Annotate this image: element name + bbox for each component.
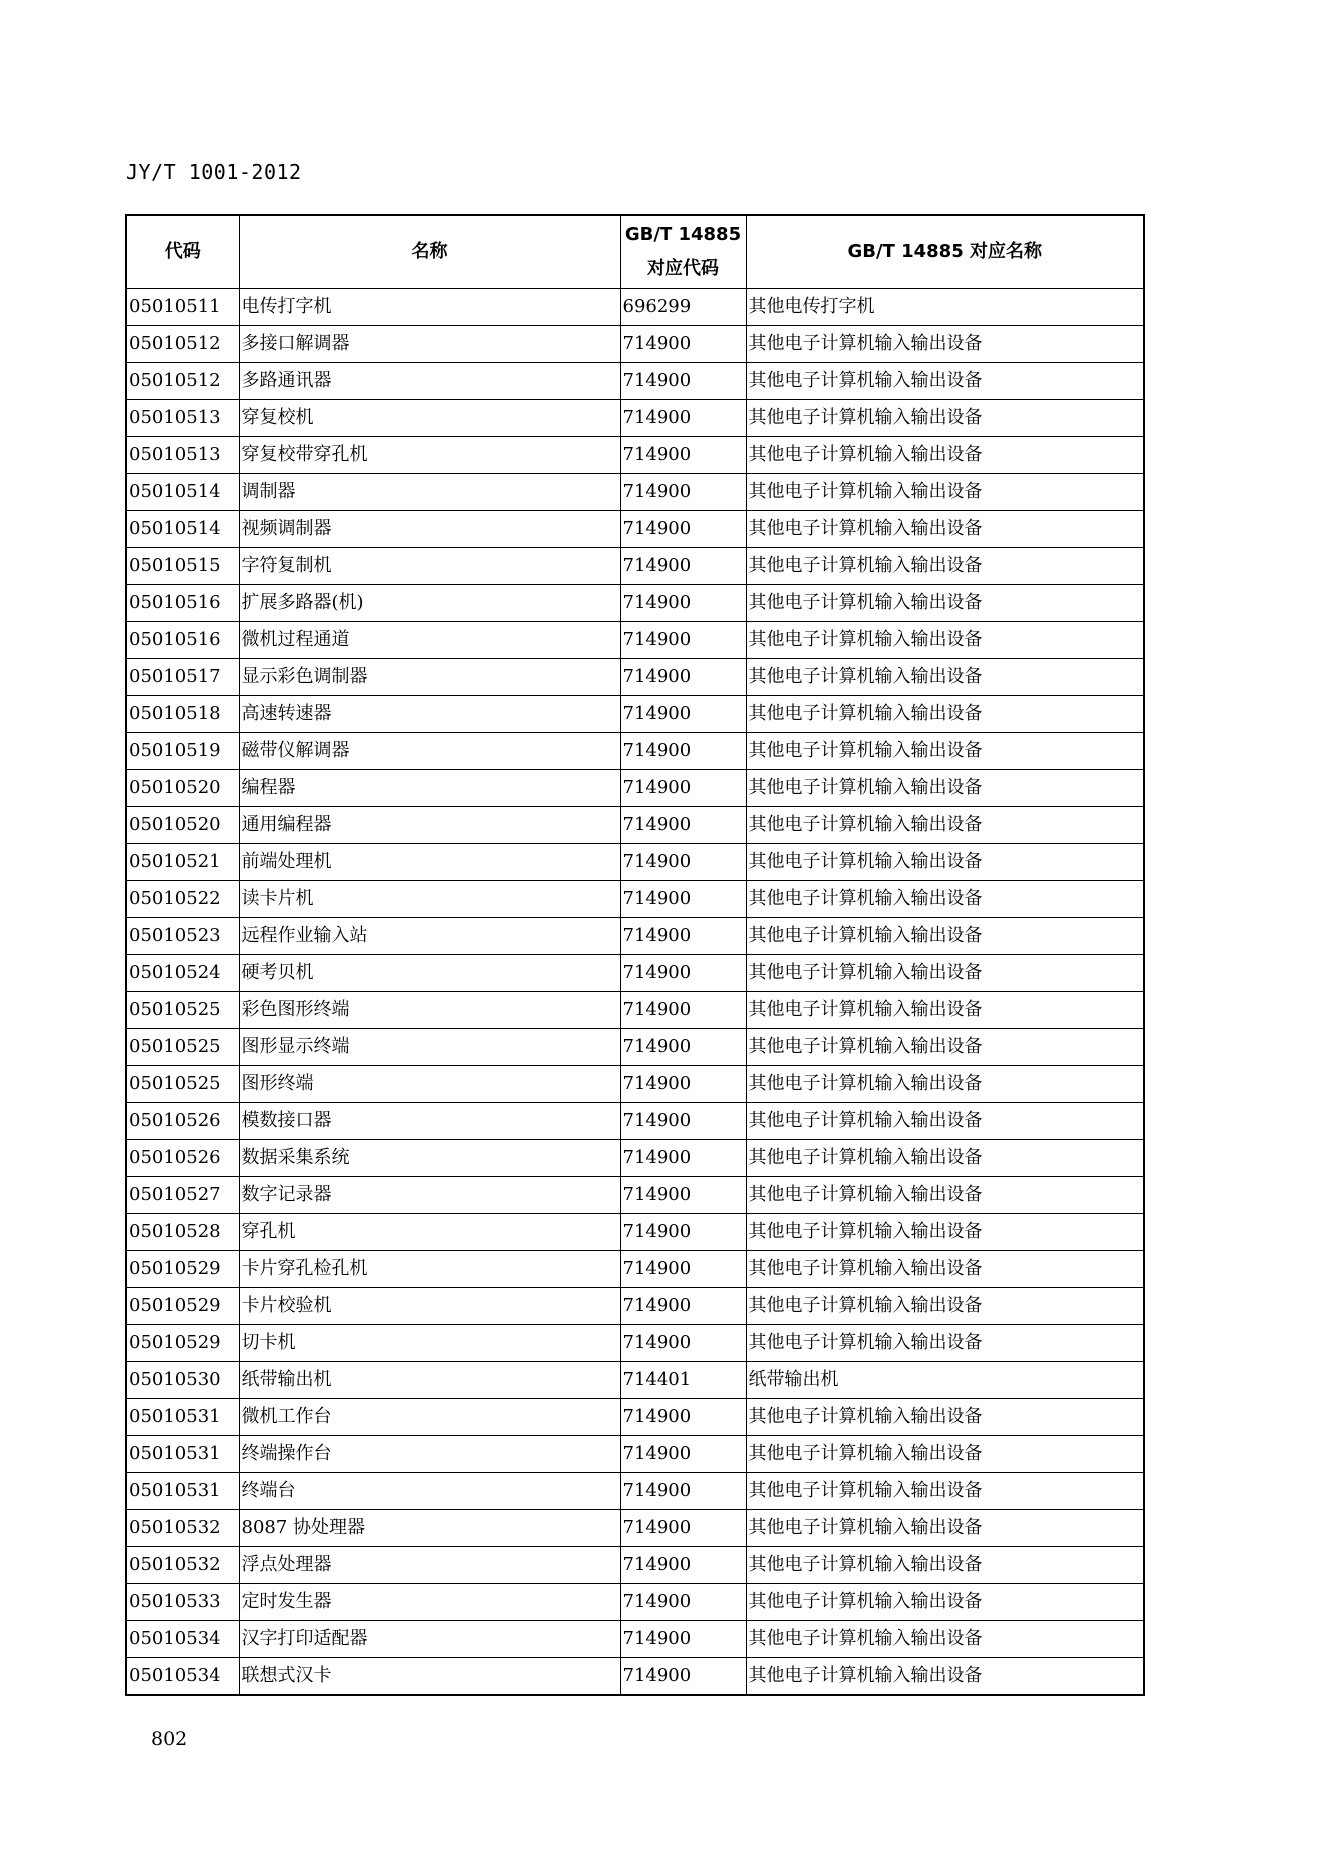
cell-code: 05010512 [126, 363, 239, 400]
cell-name: 多接口解调器 [239, 326, 620, 363]
cell-gb-name: 其他电子计算机输入输出设备 [746, 548, 1144, 585]
cell-code: 05010525 [126, 992, 239, 1029]
cell-code: 05010520 [126, 807, 239, 844]
cell-code: 05010514 [126, 511, 239, 548]
cell-gb-name: 其他电子计算机输入输出设备 [746, 1584, 1144, 1621]
table-row [126, 585, 1144, 622]
cell-code: 05010529 [126, 1288, 239, 1325]
table-row [126, 807, 1144, 844]
table-row [126, 437, 1144, 474]
cell-code: 05010528 [126, 1214, 239, 1251]
cell-gb-code: 714900 [620, 918, 746, 955]
table-row [126, 1029, 1144, 1066]
cell-gb-code: 714900 [620, 1214, 746, 1251]
cell-code: 05010529 [126, 1325, 239, 1362]
cell-code: 05010515 [126, 548, 239, 585]
cell-name: 定时发生器 [239, 1584, 620, 1621]
cell-gb-name: 纸带输出机 [746, 1362, 1144, 1399]
cell-code: 05010525 [126, 1029, 239, 1066]
cell-gb-name: 其他电子计算机输入输出设备 [746, 1177, 1144, 1214]
cell-gb-name: 其他电子计算机输入输出设备 [746, 400, 1144, 437]
cell-gb-code: 696299 [620, 289, 746, 326]
cell-name: 卡片校验机 [239, 1288, 620, 1325]
cell-gb-code: 714900 [620, 1399, 746, 1436]
cell-name: 硬考贝机 [239, 955, 620, 992]
column-header-gb-name [746, 215, 1144, 289]
table-row [126, 1066, 1144, 1103]
cell-name: 图形显示终端 [239, 1029, 620, 1066]
table-row [126, 1473, 1144, 1510]
cell-code: 05010516 [126, 585, 239, 622]
table-row [126, 1621, 1144, 1658]
cell-gb-code: 714900 [620, 1251, 746, 1288]
cell-gb-name: 其他电子计算机输入输出设备 [746, 1621, 1144, 1658]
cell-gb-code: 714900 [620, 363, 746, 400]
cell-gb-code: 714900 [620, 807, 746, 844]
cell-gb-name: 其他电子计算机输入输出设备 [746, 918, 1144, 955]
cell-gb-name: 其他电子计算机输入输出设备 [746, 363, 1144, 400]
cell-name: 微机工作台 [239, 1399, 620, 1436]
cell-gb-code: 714900 [620, 1140, 746, 1177]
cell-gb-name: 其他电子计算机输入输出设备 [746, 992, 1144, 1029]
column-header-code [126, 215, 239, 289]
cell-code: 05010529 [126, 1251, 239, 1288]
cell-gb-name: 其他电子计算机输入输出设备 [746, 1399, 1144, 1436]
cell-gb-code: 714900 [620, 437, 746, 474]
column-header-line: GB/T 14885 对应名称 [847, 241, 1042, 262]
table-row [126, 548, 1144, 585]
cell-code: 05010525 [126, 1066, 239, 1103]
cell-name: 数字记录器 [239, 1177, 620, 1214]
cell-code: 05010534 [126, 1621, 239, 1658]
table-row [126, 1103, 1144, 1140]
cell-name: 电传打字机 [239, 289, 620, 326]
cell-name: 穿复校机 [239, 400, 620, 437]
table-row [126, 992, 1144, 1029]
cell-gb-code: 714900 [620, 844, 746, 881]
cell-code: 05010513 [126, 437, 239, 474]
cell-code: 05010531 [126, 1436, 239, 1473]
table-row [126, 733, 1144, 770]
cell-gb-code: 714900 [620, 474, 746, 511]
cell-gb-name: 其他电子计算机输入输出设备 [746, 1140, 1144, 1177]
cell-name: 终端台 [239, 1473, 620, 1510]
table-row [126, 1288, 1144, 1325]
table-header-row [126, 215, 1144, 289]
cell-gb-code: 714900 [620, 1177, 746, 1214]
column-header-name [239, 215, 620, 289]
table-row [126, 474, 1144, 511]
column-header-line: 代码 [164, 241, 201, 262]
cell-gb-name: 其他电子计算机输入输出设备 [746, 1214, 1144, 1251]
table-row [126, 289, 1144, 326]
cell-name: 纸带输出机 [239, 1362, 620, 1399]
cell-gb-name: 其他电子计算机输入输出设备 [746, 585, 1144, 622]
cell-gb-code: 714900 [620, 326, 746, 363]
cell-name: 微机过程通道 [239, 622, 620, 659]
cell-name: 磁带仪解调器 [239, 733, 620, 770]
cell-gb-name: 其他电子计算机输入输出设备 [746, 1103, 1144, 1140]
cell-gb-code: 714900 [620, 1325, 746, 1362]
cell-code: 05010511 [126, 289, 239, 326]
cell-gb-code: 714900 [620, 400, 746, 437]
cell-gb-name: 其他电子计算机输入输出设备 [746, 1029, 1144, 1066]
cell-gb-name: 其他电子计算机输入输出设备 [746, 1251, 1144, 1288]
cell-gb-code: 714900 [620, 1584, 746, 1621]
cell-code: 05010530 [126, 1362, 239, 1399]
cell-name: 模数接口器 [239, 1103, 620, 1140]
cell-gb-code: 714900 [620, 1288, 746, 1325]
cell-code: 05010526 [126, 1140, 239, 1177]
cell-gb-code: 714900 [620, 955, 746, 992]
cell-name: 浮点处理器 [239, 1547, 620, 1584]
standard-code-header: JY/T 1001-2012 [126, 160, 302, 184]
table-row [126, 363, 1144, 400]
cell-code: 05010532 [126, 1547, 239, 1584]
table-row [126, 1325, 1144, 1362]
cell-code: 05010518 [126, 696, 239, 733]
cell-name: 终端操作台 [239, 1436, 620, 1473]
cell-gb-code: 714900 [620, 1658, 746, 1696]
cell-gb-code: 714900 [620, 992, 746, 1029]
table-row [126, 1547, 1144, 1584]
table-row [126, 696, 1144, 733]
cell-code: 05010526 [126, 1103, 239, 1140]
cell-name: 穿复校带穿孔机 [239, 437, 620, 474]
cell-gb-code: 714900 [620, 1473, 746, 1510]
cell-gb-code: 714900 [620, 1510, 746, 1547]
table-row [126, 1510, 1144, 1547]
cell-gb-name: 其他电子计算机输入输出设备 [746, 770, 1144, 807]
cell-gb-code: 714900 [620, 770, 746, 807]
cell-name: 彩色图形终端 [239, 992, 620, 1029]
cell-code: 05010523 [126, 918, 239, 955]
cell-gb-code: 714900 [620, 881, 746, 918]
cell-gb-name: 其他电子计算机输入输出设备 [746, 1473, 1144, 1510]
cell-gb-name: 其他电子计算机输入输出设备 [746, 622, 1144, 659]
cell-gb-name: 其他电子计算机输入输出设备 [746, 474, 1144, 511]
cell-code: 05010522 [126, 881, 239, 918]
cell-gb-code: 714900 [620, 511, 746, 548]
cell-code: 05010532 [126, 1510, 239, 1547]
cell-code: 05010533 [126, 1584, 239, 1621]
cell-gb-name: 其他电子计算机输入输出设备 [746, 659, 1144, 696]
cell-gb-code: 714900 [620, 1547, 746, 1584]
cell-code: 05010513 [126, 400, 239, 437]
cell-code: 05010534 [126, 1658, 239, 1696]
cell-name: 编程器 [239, 770, 620, 807]
table-row [126, 955, 1144, 992]
cell-gb-name: 其他电子计算机输入输出设备 [746, 1288, 1144, 1325]
table-body [126, 289, 1144, 1696]
cell-gb-code: 714900 [620, 548, 746, 585]
cell-gb-name: 其他电子计算机输入输出设备 [746, 881, 1144, 918]
table-row [126, 1140, 1144, 1177]
cell-code: 05010517 [126, 659, 239, 696]
cell-gb-name: 其他电子计算机输入输出设备 [746, 1066, 1144, 1103]
cell-name: 前端处理机 [239, 844, 620, 881]
table-row [126, 844, 1144, 881]
table-row [126, 1362, 1144, 1399]
cell-gb-name: 其他电子计算机输入输出设备 [746, 955, 1144, 992]
column-header-line: GB/T 14885 [624, 224, 742, 245]
cell-gb-code: 714900 [620, 1103, 746, 1140]
table-row [126, 622, 1144, 659]
cell-name: 汉字打印适配器 [239, 1621, 620, 1658]
cell-name: 视频调制器 [239, 511, 620, 548]
cell-gb-name: 其他电子计算机输入输出设备 [746, 807, 1144, 844]
cell-name: 联想式汉卡 [239, 1658, 620, 1696]
cell-code: 05010531 [126, 1473, 239, 1510]
cell-code: 05010516 [126, 622, 239, 659]
cell-gb-code: 714900 [620, 1029, 746, 1066]
table-row [126, 1658, 1144, 1696]
cell-gb-name: 其他电子计算机输入输出设备 [746, 437, 1144, 474]
cell-gb-code: 714401 [620, 1362, 746, 1399]
cell-name: 穿孔机 [239, 1214, 620, 1251]
cell-gb-code: 714900 [620, 622, 746, 659]
cell-name: 切卡机 [239, 1325, 620, 1362]
code-mapping-table [125, 214, 1145, 1696]
cell-gb-name: 其他电传打字机 [746, 289, 1144, 326]
cell-name: 通用编程器 [239, 807, 620, 844]
cell-name: 远程作业输入站 [239, 918, 620, 955]
cell-gb-code: 714900 [620, 1621, 746, 1658]
cell-code: 05010527 [126, 1177, 239, 1214]
cell-gb-code: 714900 [620, 585, 746, 622]
table-row [126, 1251, 1144, 1288]
table-row [126, 511, 1144, 548]
column-header-gb-code [620, 215, 746, 289]
column-header-line: 名称 [411, 241, 448, 262]
cell-name: 数据采集系统 [239, 1140, 620, 1177]
cell-gb-name: 其他电子计算机输入输出设备 [746, 1547, 1144, 1584]
table-row [126, 918, 1144, 955]
cell-code: 05010519 [126, 733, 239, 770]
cell-name: 字符复制机 [239, 548, 620, 585]
cell-gb-name: 其他电子计算机输入输出设备 [746, 1436, 1144, 1473]
cell-code: 05010520 [126, 770, 239, 807]
cell-gb-name: 其他电子计算机输入输出设备 [746, 696, 1144, 733]
cell-name: 多路通讯器 [239, 363, 620, 400]
cell-name: 扩展多路器(机) [239, 585, 620, 622]
table-row [126, 881, 1144, 918]
cell-code: 05010524 [126, 955, 239, 992]
cell-code: 05010531 [126, 1399, 239, 1436]
cell-name: 高速转速器 [239, 696, 620, 733]
cell-gb-name: 其他电子计算机输入输出设备 [746, 1510, 1144, 1547]
cell-gb-code: 714900 [620, 659, 746, 696]
cell-name: 卡片穿孔检孔机 [239, 1251, 620, 1288]
cell-gb-name: 其他电子计算机输入输出设备 [746, 733, 1144, 770]
cell-code: 05010521 [126, 844, 239, 881]
cell-gb-code: 714900 [620, 1436, 746, 1473]
cell-gb-name: 其他电子计算机输入输出设备 [746, 326, 1144, 363]
table-row [126, 1436, 1144, 1473]
cell-gb-code: 714900 [620, 696, 746, 733]
table-row [126, 1214, 1144, 1251]
table-row [126, 1399, 1144, 1436]
table-row [126, 1177, 1144, 1214]
column-header-line: 对应代码 [647, 258, 719, 279]
cell-gb-code: 714900 [620, 1066, 746, 1103]
cell-name: 调制器 [239, 474, 620, 511]
table-row [126, 326, 1144, 363]
cell-gb-name: 其他电子计算机输入输出设备 [746, 844, 1144, 881]
table-row [126, 659, 1144, 696]
table-row [126, 1584, 1144, 1621]
cell-gb-name: 其他电子计算机输入输出设备 [746, 511, 1144, 548]
cell-name: 显示彩色调制器 [239, 659, 620, 696]
cell-name: 8087 协处理器 [239, 1510, 620, 1547]
cell-code: 05010512 [126, 326, 239, 363]
table-row [126, 770, 1144, 807]
cell-gb-name: 其他电子计算机输入输出设备 [746, 1325, 1144, 1362]
cell-gb-name: 其他电子计算机输入输出设备 [746, 1658, 1144, 1696]
cell-name: 读卡片机 [239, 881, 620, 918]
table-row [126, 400, 1144, 437]
page-number: 802 [151, 1728, 188, 1750]
cell-name: 图形终端 [239, 1066, 620, 1103]
cell-code: 05010514 [126, 474, 239, 511]
cell-gb-code: 714900 [620, 733, 746, 770]
